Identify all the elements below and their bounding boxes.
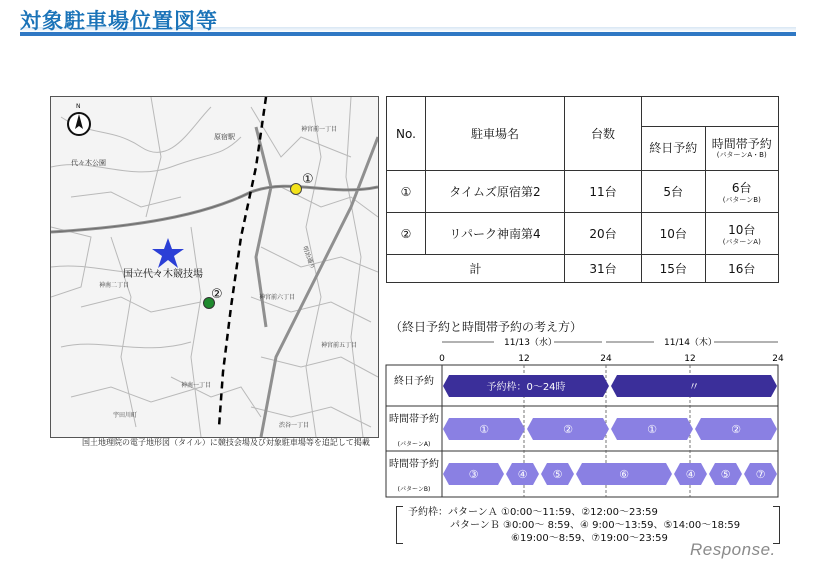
label-shibuya1: 渋谷一丁目 <box>279 422 310 429</box>
pattern-a-slot-3-label: ① <box>647 423 657 436</box>
label-yoyogi-park: 代々木公園 <box>71 159 106 167</box>
pattern-b-slot-6-label: ⑥ <box>619 468 629 481</box>
label-jingumae1: 神宮前一丁目 <box>301 126 338 133</box>
legend-line-2: パターンＢ ③0:00～ 8:59、④ 9:00～13:59、⑤14:00～18:59 <box>450 520 741 531</box>
tick-24a: 24 <box>600 354 612 364</box>
label-jinnan2: 神南二丁目 <box>99 282 130 289</box>
row-name: リパーク神南第4 <box>426 213 565 255</box>
row-label-pattern-a-sub: (パターンA) <box>397 441 431 448</box>
row-no: ② <box>387 213 426 255</box>
map-caption: 国土地理院の電子地形図（タイル）に競技会場及び対象駐車場等を追記して掲載 <box>82 438 370 447</box>
legend-bracket-left <box>396 506 403 544</box>
allday-bar-day2-label: 〃 <box>688 380 700 393</box>
parking-table <box>386 96 779 283</box>
row-allday: 5台 <box>642 171 706 213</box>
tick-12b: 12 <box>684 354 696 364</box>
label-jingumae5: 神宮前五丁目 <box>321 342 358 349</box>
label-jinnan1: 神南一丁目 <box>181 382 212 389</box>
compass-letter: N <box>76 103 81 110</box>
row-count: 20台 <box>565 213 642 255</box>
header-name: 駐車場名 <box>426 97 565 171</box>
header-count: 台数 <box>565 97 642 171</box>
row-label-pattern-a: 時間帯予約 <box>389 414 439 425</box>
boundary-dashed-line <box>219 97 266 427</box>
schedule-diagram <box>384 332 784 502</box>
row-label-pattern-b-sub: (パターンB) <box>397 486 431 493</box>
title-area <box>0 0 816 44</box>
total-label: 計 <box>387 255 565 283</box>
header-no: No. <box>387 97 426 171</box>
page-title: 対象駐車場位置図等 <box>20 9 218 33</box>
pattern-b-slot-4b-label: ④ <box>685 468 696 481</box>
pattern-b-slot-3a-label: ③ <box>468 468 479 481</box>
parking-marker-1-label: ① <box>302 172 314 187</box>
row-timeslot: 6台 (パターンB) <box>705 171 779 213</box>
total-allday: 15台 <box>642 255 706 283</box>
row-allday: 10台 <box>642 213 706 255</box>
row-count: 11台 <box>565 171 642 213</box>
compass-icon <box>68 103 90 135</box>
label-jingumae6: 神宮前六丁目 <box>259 294 296 301</box>
legend-line-1: 予約枠：パターンＡ ①0:00～11:59、②12:00～23:59 <box>408 507 658 518</box>
tick-24b: 24 <box>772 354 784 364</box>
label-meiji-dori: 明治通り <box>301 245 316 271</box>
allday-bar-day1-label: 予約枠：0～24時 <box>486 382 566 393</box>
label-harajuku-station: 原宿駅 <box>214 133 235 141</box>
label-udagawa: 宇田川町 <box>113 412 138 419</box>
table-row <box>387 171 779 213</box>
pattern-a-slot-4-label: ② <box>731 423 741 436</box>
label-venue: 国立代々木競技場 <box>123 269 203 280</box>
row-label-pattern-b: 時間帯予約 <box>389 459 439 470</box>
row-no: ① <box>387 171 426 213</box>
location-map <box>50 96 379 438</box>
pattern-a-slot-1-label: ① <box>479 423 489 436</box>
response-watermark: Response. <box>690 540 776 559</box>
table-row <box>387 213 779 255</box>
parking-marker-1 <box>291 184 302 195</box>
tick-12a: 12 <box>518 354 530 364</box>
header-blank-a <box>642 97 706 127</box>
pattern-b-slot-7-label: ⑦ <box>755 468 766 481</box>
total-timeslot: 16台 <box>705 255 779 283</box>
day2-label: 11/14（木） <box>664 338 717 348</box>
venue-star-icon <box>152 238 184 268</box>
schedule-title: （終日予約と時間帯予約の考え方） <box>390 320 583 334</box>
pattern-b-slot-5a-label: ⑤ <box>552 468 563 481</box>
parking-marker-2-label: ② <box>211 287 223 302</box>
header-timeslot: 時間帯予約 (パターンA・B) <box>705 127 779 171</box>
table-total-row <box>387 255 779 283</box>
pattern-b-slot-4a-label: ④ <box>517 468 528 481</box>
legend-line-3: ⑥19:00～8:59、⑦19:00～23:59 <box>511 533 668 544</box>
reservation-legend <box>396 502 780 544</box>
header-blank-b <box>705 97 779 127</box>
total-count: 31台 <box>565 255 642 283</box>
row-name: タイムズ原宿第2 <box>426 171 565 213</box>
row-label-allday: 終日予約 <box>394 376 434 387</box>
tick-0: 0 <box>439 354 445 364</box>
map-graphic <box>51 97 378 437</box>
pattern-b-slot-5b-label: ⑤ <box>720 468 731 481</box>
day1-label: 11/13（水） <box>504 338 557 348</box>
row-timeslot: 10台 (パターンA) <box>705 213 779 255</box>
header-allday: 終日予約 <box>642 127 706 171</box>
legend-bracket-right <box>773 506 780 544</box>
pattern-a-slot-2-label: ② <box>563 423 573 436</box>
